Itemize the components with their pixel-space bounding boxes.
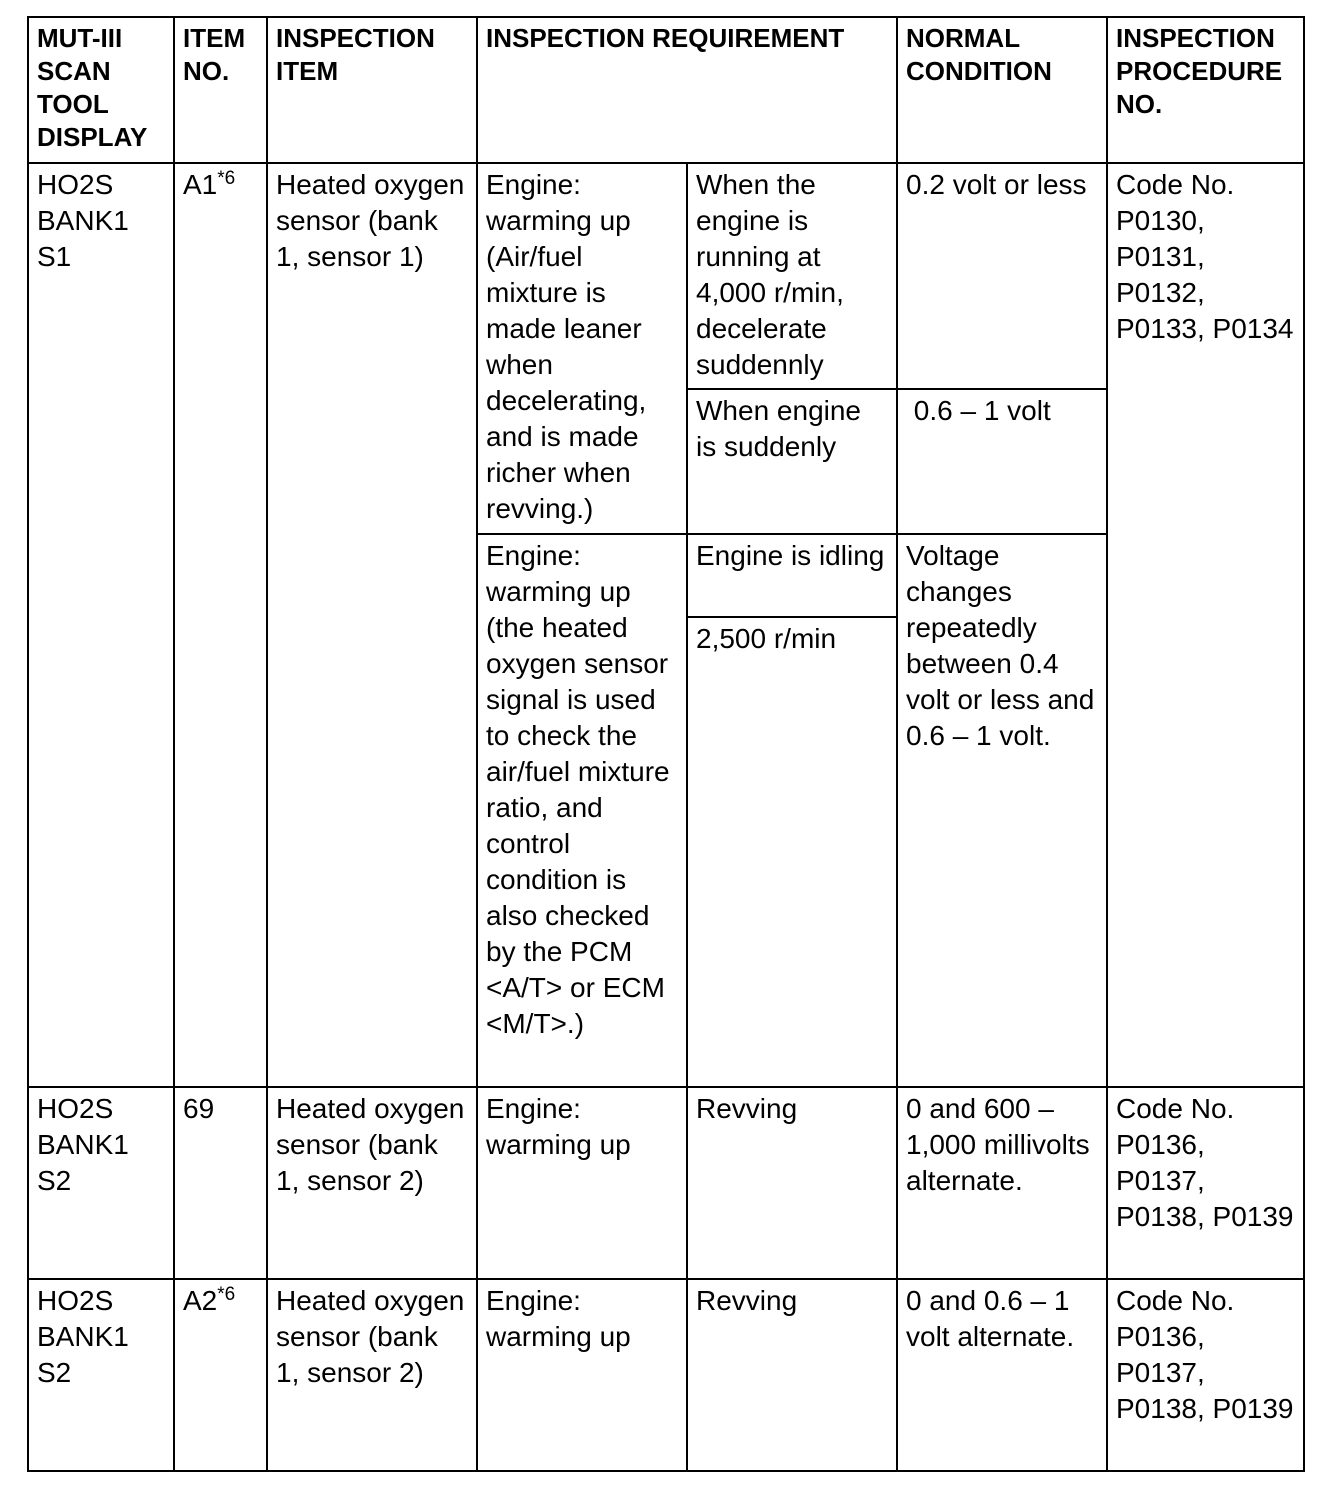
table-row [28,1279,1304,1471]
cell-condition: Revving [687,1279,897,1471]
cell-condition: Revving [687,1087,897,1279]
cell-normal: 0 and 0.6 – 1 volt alternate. [897,1279,1107,1471]
cell-display: HO2S BANK1 S2 [28,1279,174,1471]
header-display: MUT-III SCAN TOOL DISPLAY [28,17,174,163]
item-no-footnote: *6 [217,168,236,189]
header-item-no: ITEM NO. [174,17,267,163]
cell-procedure: Code No. P0136, P0137, P0138, P0139 [1107,1279,1304,1471]
cell-item-no [174,1279,267,1471]
cell-condition: When the engine is running at 4,000 r/min, decelerate suddennly [687,163,897,389]
header-item: INSPECTION ITEM [267,17,477,163]
cell-display: HO2S BANK1 S2 [28,1087,174,1279]
cell-item: Heated oxygen sensor (bank 1, sensor 2) [267,1087,477,1279]
item-no-footnote: *6 [217,1284,236,1305]
header-requirement: INSPECTION REQUIREMENT [477,17,897,163]
table-row [28,163,1304,389]
cell-display: HO2S BANK1 S1 [28,163,174,1087]
header-procedure: INSPECTION PROCEDURE NO. [1107,17,1304,163]
table-row [28,1087,1304,1279]
cell-normal: 0.6 – 1 volt [897,389,1107,534]
cell-item-no [174,163,267,1087]
cell-requirement: Engine: warming up [477,1087,687,1279]
item-no-text: A1 [183,169,218,200]
cell-condition: When engine is suddenly [687,389,897,534]
cell-requirement: Engine: warming up (the heated oxygen sensor signal is used to check the air/fuel mixture ratio, and control condition is also checked by the PCM <A/T> or ECM <M/T>.) [477,534,687,1087]
cell-normal: 0.2 volt or less [897,163,1107,389]
header-row [28,17,1304,163]
cell-procedure: Code No. P0130, P0131, P0132, P0133, P0134 [1107,163,1304,1087]
cell-requirement: Engine: warming up (Air/fuel mixture is made leaner when decelerating, and is made richer when revving.) [477,163,687,534]
cell-item: Heated oxygen sensor (bank 1, sensor 1) [267,163,477,1087]
cell-procedure: Code No. P0136, P0137, P0138, P0139 [1107,1087,1304,1279]
cell-condition: 2,500 r/min [687,617,897,1087]
cell-requirement: Engine: warming up [477,1279,687,1471]
cell-normal: 0 and 600 – 1,000 millivolts alternate. [897,1087,1107,1279]
item-no-text: A2 [183,1285,218,1316]
cell-item: Heated oxygen sensor (bank 1, sensor 2) [267,1279,477,1471]
cell-item-no: 69 [174,1087,267,1279]
header-normal: NORMAL CONDITION [897,17,1107,163]
cell-normal: Voltage changes repeatedly between 0.4 volt or less and 0.6 – 1 volt. [897,534,1107,1087]
cell-condition: Engine is idling [687,534,897,617]
inspection-table [27,16,1305,1472]
